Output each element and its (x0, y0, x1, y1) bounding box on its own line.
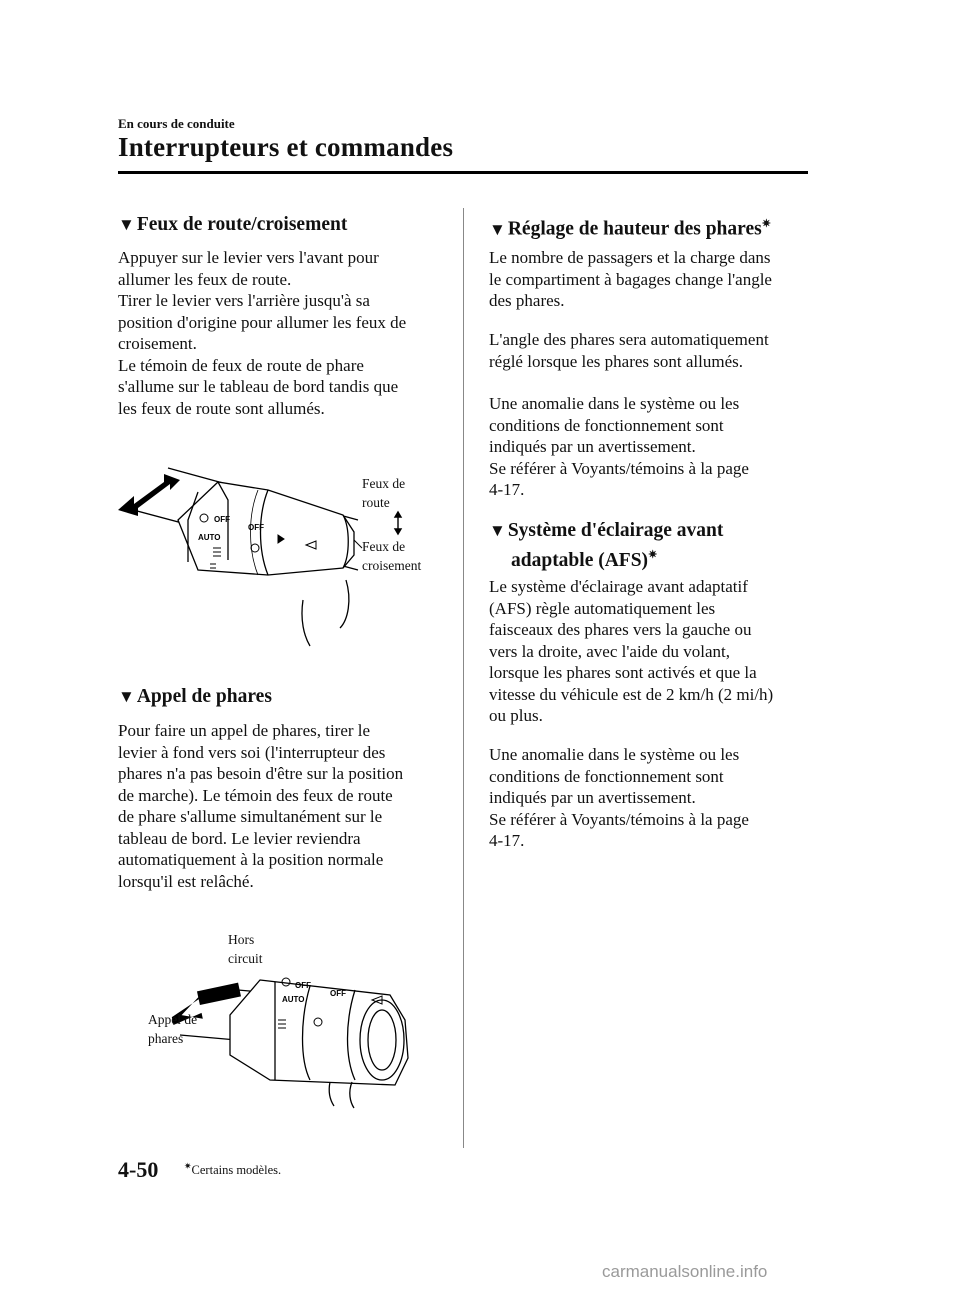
asterisk-star-icon: ✷ (648, 549, 658, 561)
section-tag: En cours de conduite (118, 116, 235, 131)
label-feux-de-croisement: Feux de croisement (362, 539, 422, 573)
switch-auto-label: AUTO (282, 995, 305, 1004)
paragraph-reglage-2: L'angle des phares sera automatiquement réglé lorsque les phares sont allumés. (489, 330, 769, 371)
heading-reglage-hauteur (489, 212, 771, 242)
vertical-arrow-icon (395, 512, 401, 534)
switch-off-label-a: OFF (295, 981, 311, 990)
heading-text: Appel de phares (136, 686, 272, 707)
heading-text-line1: Système d'éclairage avant (507, 520, 724, 541)
paragraph-reglage-3: Une anomalie dans le système ou les conditions de fonctionnement sont indiqués par un avertissement. Se référer à Voyants/témoins à la page 4-17. (489, 394, 749, 499)
asterisk-star-icon: ✷ (761, 218, 771, 230)
title-rule (118, 171, 808, 174)
label-appel-de-phares: Appel de phares (148, 1012, 198, 1046)
label-feux-de-route: Feux de route (362, 476, 406, 510)
asterisk-star-icon: ✷ (184, 1161, 192, 1171)
paragraph-appel-de-phares: Pour faire un appel de phares, tirer le levier à fond vers soi (l'interrupteur des phares n'a pas besoin d'être sur la position de marche). Le témoin des feux de route de phare s'allume simultanément sur le tableau de bord. Le levier reviendra automatiquement à la position normale lorsqu'il est relâché. (118, 721, 404, 891)
page-number: 4-50 (118, 1157, 159, 1182)
watermark: carmanualsonline.info (602, 1262, 768, 1281)
heading-text-line2: adaptable (AFS) (511, 549, 649, 571)
heading-text: Réglage de hauteur des phares (507, 218, 762, 240)
footnote-text: Certains modèles. (191, 1163, 282, 1178)
column-divider (463, 208, 464, 1148)
page-title: Interrupteurs et commandes (118, 132, 454, 162)
paragraph-reglage-1: Le nombre de passagers et la charge dans le compartiment à bagages change l'angle des phares. (489, 248, 772, 310)
heading-feux-route-croisement (118, 212, 347, 237)
triangle-marker-icon: ▼ (118, 215, 135, 234)
heading-afs (489, 518, 723, 573)
label-hors-circuit: Hors circuit (228, 932, 263, 966)
heading-appel-de-phares (118, 684, 272, 709)
footnote (184, 1161, 281, 1178)
double-arrow-icon (118, 474, 180, 516)
heading-text: Feux de route/croisement (136, 214, 348, 235)
triangle-marker-icon: ▼ (118, 687, 135, 706)
switch-auto-label: AUTO (198, 533, 221, 542)
paragraph-afs-2: Une anomalie dans le système ou les conditions de fonctionnement sont indiqués par un avertissement. Se référer à Voyants/témoins à la page 4-17. (489, 745, 749, 850)
paragraph-afs-1: Le système d'éclairage avant adaptatif (AFS) règle automatiquement les faisceaux des phares vers la gauche ou vers la droite, avec l'aide du volant, lorsque les phares sont activés et que la vitesse du véhicule est de 2 km/h (2 mi/h) ou plus. (489, 577, 774, 725)
triangle-marker-icon: ▼ (489, 521, 506, 540)
switch-off-label-b: OFF (248, 523, 264, 532)
switch-off-label-b: OFF (330, 989, 346, 998)
triangle-marker-icon: ▼ (489, 219, 506, 239)
paragraph-feux-route: Appuyer sur le levier vers l'avant pour allumer les feux de route. Tirer le levier vers l'arrière jusqu'à sa position d'origine pour allumer les feux de croisement. Le témoin de feux de route de phare s'allume sur le tableau de bord tandis que les feux de route sont allumés. (118, 248, 407, 418)
switch-off-label-a: OFF (214, 515, 230, 524)
